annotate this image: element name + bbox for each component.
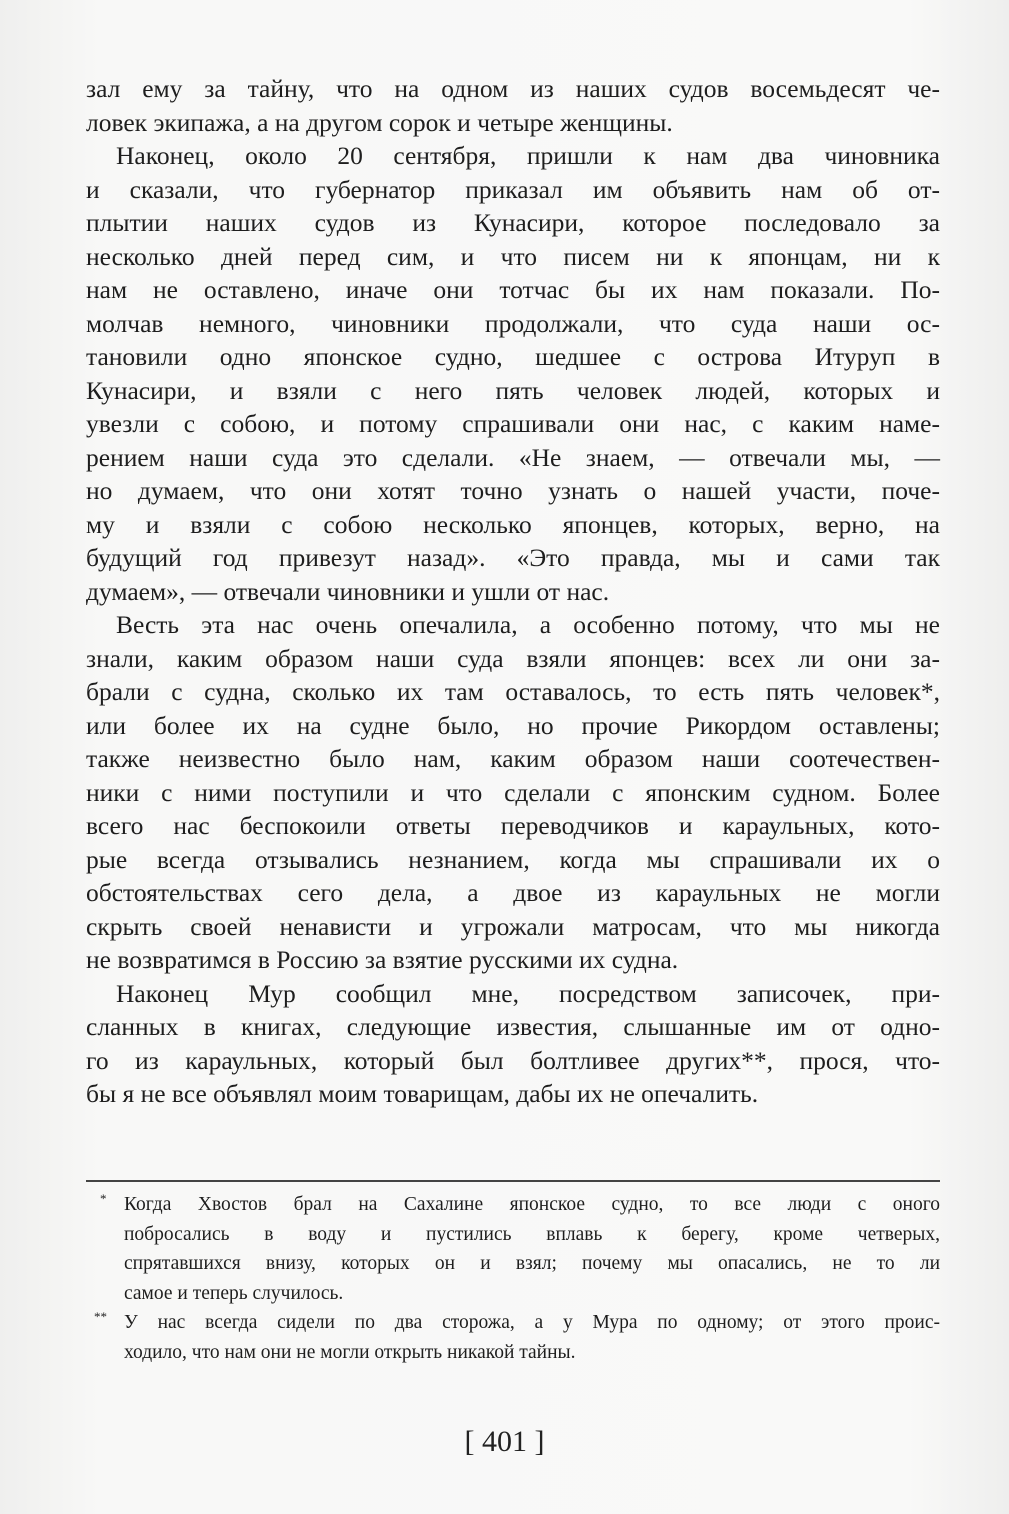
text-line: будущий год привезут назад». «Это правда, мы и сами так — [86, 543, 940, 572]
text-line: знали, каким образом наши суда взяли японцев: всех ли они за- — [86, 643, 940, 673]
footnote-line: ходило, что нам они не могли открыть никакой тайны. — [124, 1341, 576, 1363]
footnote-divider — [86, 1180, 940, 1182]
footnote-line: У нас всегда сидели по два сторожа, а у Мура по одному; от этого проис- — [124, 1312, 940, 1333]
text-line: не возвратимся в Россию за взятие русскими их судна. — [86, 945, 679, 974]
text-line: нам не оставлено, иначе они тотчас бы их нам показали. По- — [86, 275, 940, 304]
text-line: ловек экипажа, а на другом сорок и четыре женщины. — [86, 107, 673, 137]
text-line: брали с судна, сколько их там оставалось, то есть пять человек*, — [86, 677, 940, 706]
text-line: ники с ними поступили и что сделали с японским судном. Более — [86, 777, 940, 807]
footnote-mark: ** — [94, 1309, 107, 1324]
text-line: Наконец Мур сообщил мне, посредством записочек, при- — [116, 978, 940, 1008]
footnote-line: спрятавшихся внизу, которых он и взял; почему мы опасались, не то ли — [124, 1253, 940, 1274]
text-line: плытии наших судов из Кунасири, которое последовало за — [86, 208, 940, 237]
footnote — [86, 1190, 940, 1308]
text-line: думаем», — отвечали чиновники и ушли от нас. — [86, 576, 610, 606]
text-line: также неизвестно было нам, каким образом наши соотечествен- — [86, 744, 940, 773]
text-line: Весть эта нас очень опечалила, а особенно потому, что мы не — [116, 610, 940, 639]
footnote-line: побросались в воду и пустились вплавь к берегу, кроме четверых, — [124, 1223, 940, 1245]
text-line: сланных в книгах, следующие известия, слышанные им от одно- — [86, 1012, 940, 1041]
text-line: или более их на судне было, но прочие Рикордом оставлены; — [86, 710, 940, 740]
text-line: и сказали, что губернатор приказал им объявить нам об от- — [86, 174, 940, 204]
footnote — [86, 1308, 940, 1367]
text-line: Кунасири, и взяли с него пять человек людей, которых и — [86, 375, 940, 405]
footnote-line: Когда Хвостов брал на Сахалине японское судно, то все люди с оного — [124, 1194, 940, 1215]
main-text — [86, 72, 940, 1111]
text-line: Наконец, около 20 сентября, пришли к нам два чиновника — [116, 141, 940, 170]
paragraph — [86, 608, 940, 977]
text-line: скрыть своей ненависти и угрожали матросам, что мы никогда — [86, 911, 940, 941]
text-line: обстоятельствах сего дела, а двое из караульных не могли — [86, 878, 940, 907]
footnotes — [86, 1190, 940, 1367]
footnote-line: самое и теперь случилось. — [124, 1282, 344, 1304]
text-line: всего нас беспокоили ответы переводчиков и караульных, кото- — [86, 811, 940, 840]
text-line: несколько дней перед сим, и что писем ни к японцам, ни к — [86, 241, 940, 271]
text-line: рением наши суда это сделали. «Не знаем, — отвечали мы, — — [86, 442, 940, 472]
page-number: [ 401 ] — [464, 1425, 545, 1458]
text-line: тановили одно японское судно, шедшее с острова Итуруп в — [86, 342, 940, 371]
text-line: му и взяли с собою несколько японцев, которых, верно, на — [86, 509, 940, 539]
footnote-mark: * — [100, 1191, 107, 1206]
text-line: но думаем, что они хотят точно узнать о нашей участи, поче- — [86, 476, 940, 505]
paragraph — [86, 139, 940, 608]
text-line: бы я не все объявлял моим товарищам, дабы их не опечалить. — [86, 1079, 759, 1108]
text-line: зал ему за тайну, что на одном из наших судов восемьдесят че- — [86, 74, 940, 103]
text-line: го из караульных, который был болтливее других**, прося, что- — [86, 1045, 940, 1075]
text-line: увезли с собою, и потому спрашивали они нас, с каким наме- — [86, 409, 940, 438]
paragraph — [86, 977, 940, 1111]
text-line: рые всегда отзывались незнанием, когда мы спрашивали их о — [86, 844, 940, 874]
paragraph — [86, 72, 940, 139]
text-line: молчав немного, чиновники продолжали, что суда наши ос- — [86, 308, 940, 338]
